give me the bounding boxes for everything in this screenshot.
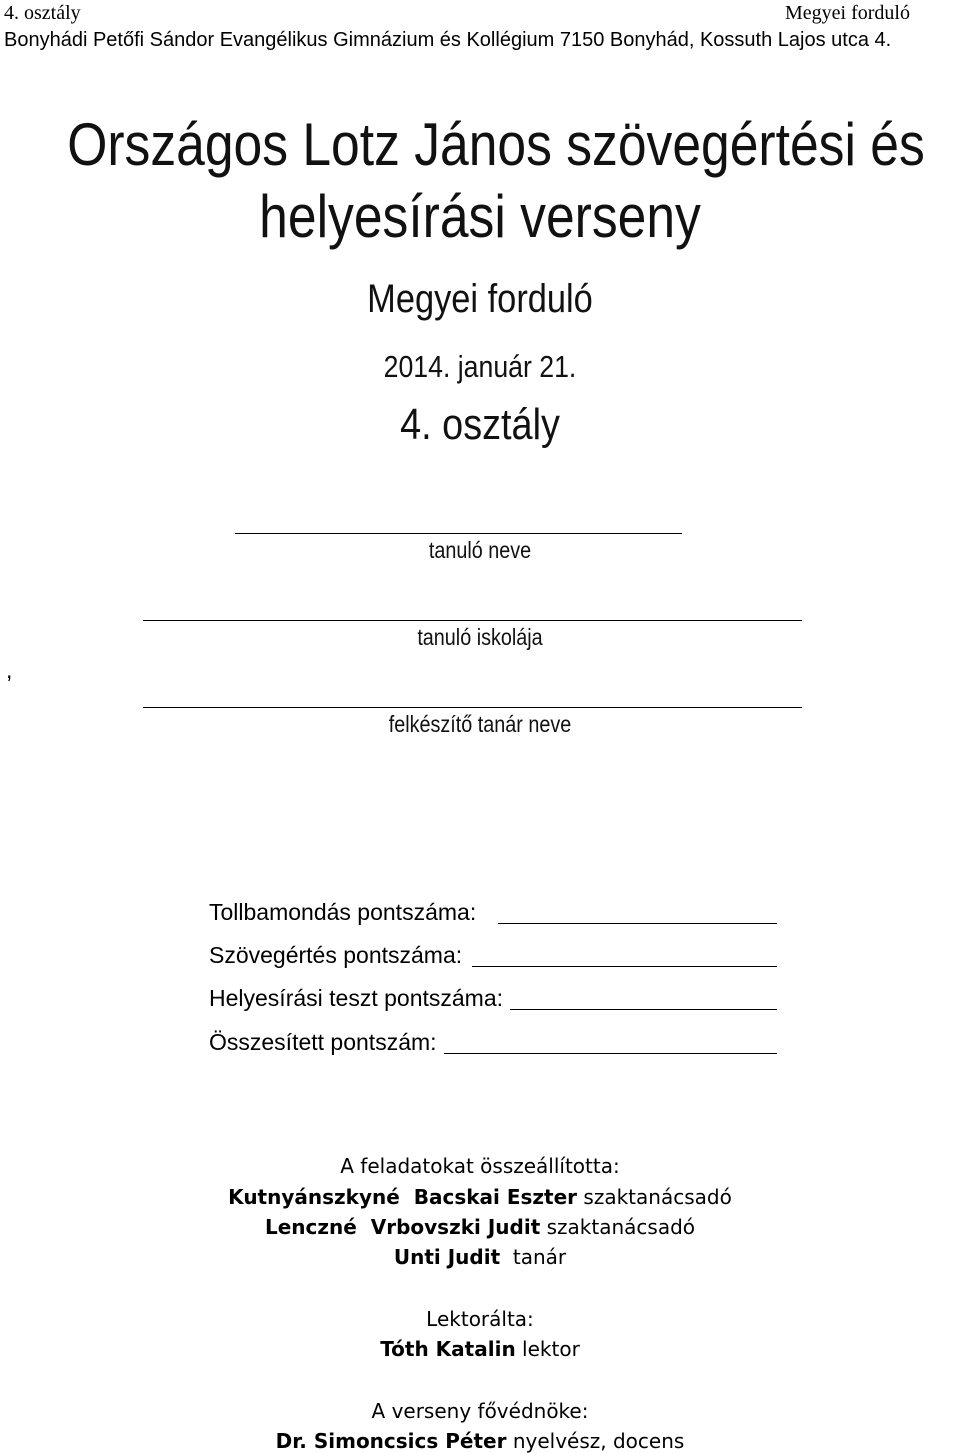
compiled-by-label: A feladatokat összeállította: [340,1154,620,1178]
student-name-caption: tanuló neve [428,537,532,563]
reviewer-role: lektor [522,1337,580,1361]
student-name-blank[interactable] [235,533,682,534]
patron-name: Dr. Simoncsics Péter [275,1429,507,1453]
score-label-total: Összesített pontszám: [209,1029,437,1055]
author-role: szaktanácsadó [583,1185,732,1209]
reviewer-name: Tóth Katalin [380,1337,516,1361]
author-line [0,1215,960,1239]
patron-role: nyelvész, docens [512,1429,685,1453]
stray-comma: , [6,657,13,683]
score-blank-spelling-test[interactable] [510,1009,777,1010]
score-blank-total[interactable] [444,1053,777,1054]
teacher-name-blank[interactable] [143,707,802,708]
teacher-name-caption: felkészítő tanár neve [388,711,572,737]
round-name: Megyei forduló [367,277,593,321]
title-line-2: helyesírási verseny [259,183,701,250]
header-round: Megyei forduló [785,2,910,24]
grade-level: 4. osztály [400,400,560,449]
score-blank-dictation[interactable] [498,923,777,924]
competition-date: 2014. január 21. [383,349,577,384]
author-name: Kutnyánszkyné Bacskai Eszter [228,1185,578,1209]
student-school-blank[interactable] [143,620,802,621]
student-school-caption: tanuló iskolája [417,624,543,650]
score-blank-comprehension[interactable] [472,966,777,967]
header-school-address: Bonyhádi Petőfi Sándor Evangélikus Gimnázium és Kollégium 7150 Bonyhád, Kossuth Lajos utca 4. [4,29,892,51]
author-role: szaktanácsadó [546,1215,696,1239]
title-line-1: Országos Lotz János szövegértési és [67,111,925,178]
reviewed-by-label: Lektorálta: [426,1307,534,1331]
header-grade: 4. osztály [4,2,81,24]
reviewer-line [0,1337,960,1361]
score-label-comprehension: Szövegértés pontszáma: [209,942,463,968]
author-name: Unti Judit [393,1245,501,1269]
score-label-dictation: Tollbamondás pontszáma: [209,899,477,925]
author-role: tanár [506,1245,567,1269]
author-line [0,1185,960,1209]
author-line [0,1245,960,1269]
score-label-spelling-test: Helyesírási teszt pontszáma: [209,985,504,1011]
patron-line [0,1429,960,1453]
patron-label: A verseny fővédnöke: [371,1399,589,1423]
author-name: Lenczné Vrbovszki Judit [264,1215,541,1239]
